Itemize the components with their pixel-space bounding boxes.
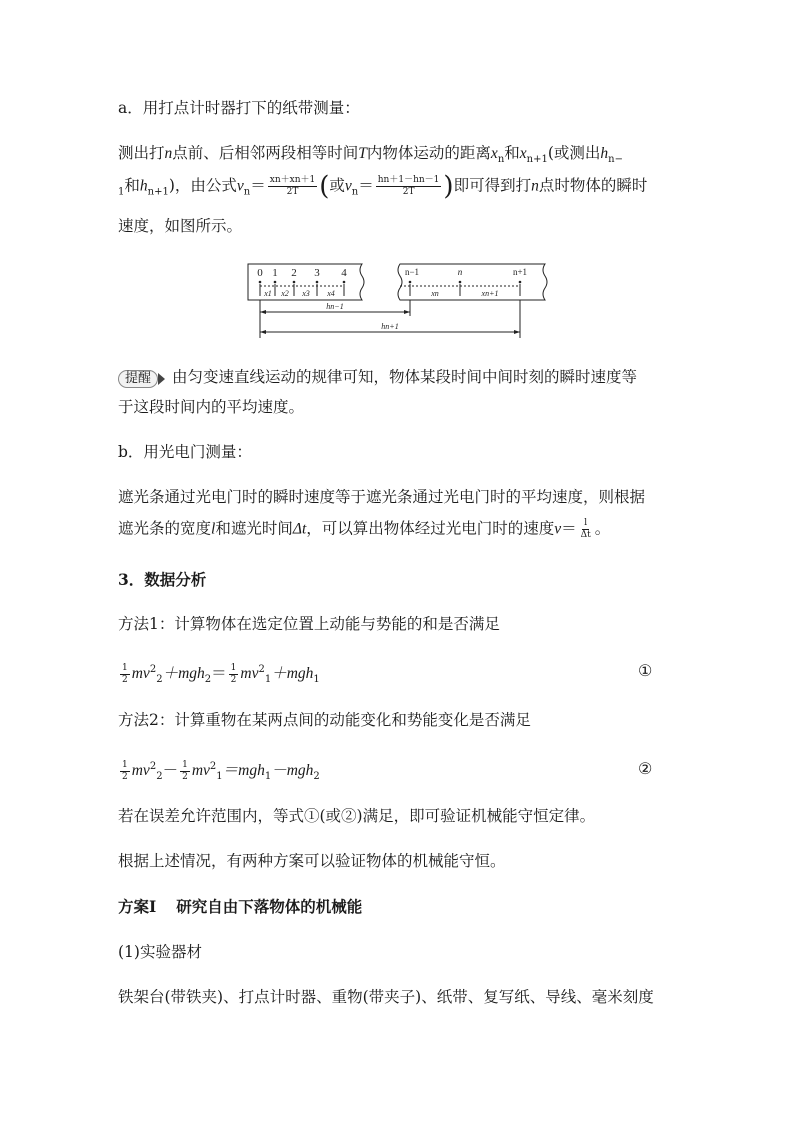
segment-label: xn+1 <box>481 289 499 298</box>
tip-line2: 于这段时间内的平均速度。 <box>118 398 305 416</box>
sub1-heading: (1)实验器材 <box>118 943 202 961</box>
formula-fraction-1: $\frac{xn+xn+1}{2T}$ <box>269 175 316 197</box>
method1-label: 方法1：计算物体在选定位置上动能与势能的和是否满足 <box>118 615 500 633</box>
equation-1-mark: ① <box>638 661 653 680</box>
para3: 若在误差允许范围内，等式①(或②)满足，即可验证机械能守恒定律。 <box>118 807 596 825</box>
equation-2-mark: ② <box>638 759 653 778</box>
equation-2: $\frac{1}{2}$ $mv^2_2-$ $\frac{1}{2}$ $mv^2_1=mgh_1-mgh_2$ <box>122 759 320 782</box>
segment-label: xn <box>431 289 439 298</box>
tick-label: 1 <box>272 267 278 279</box>
section-b-heading: b．用光电门测量： <box>118 443 252 461</box>
para1-line2: $_1$和$h_{n+1}$)，由公式$v_n=$ $\frac{xn+xn+1}{2T}$ (或$v_n=$ $\frac{hn+1-hn-1}{2T}$ )即可得到打n点时物体的瞬时 <box>118 171 648 202</box>
tip-badge: 提醒 <box>118 370 158 388</box>
segment-label: x3 <box>302 289 310 298</box>
tape-dot <box>343 281 346 284</box>
tape-dot <box>459 281 462 284</box>
tip-line1: 提醒 由匀变速直线运动的规律可知，物体某段时间中间时刻的瞬时速度等 <box>118 367 637 388</box>
tape-dot <box>316 281 319 284</box>
para1-line1: 测出打n点前、后相邻两段相等时间T内物体运动的距离$x_n$和$x_{n+1}$(或测出$h_{n-}$ <box>118 144 623 165</box>
tape-dot <box>274 281 277 284</box>
segment-label: x4 <box>327 289 335 298</box>
section3-heading: 3．数据分析 <box>118 570 207 589</box>
method2-label: 方法2：计算重物在某两点间的动能变化和势能变化是否满足 <box>118 711 531 729</box>
tape-dot <box>293 281 296 284</box>
tape-dot <box>409 281 412 284</box>
tick-label: n−1 <box>404 267 420 277</box>
equation-1: $\frac{1}{2}$ $mv^2_2+mgh_2=$ $\frac{1}{2}$ $mv^2_1+mgh_1$ <box>122 662 320 685</box>
para2-line1: 遮光条通过光电门时的瞬时速度等于遮光条通过光电门时的平均速度，则根据 <box>118 488 646 506</box>
tick-label: 2 <box>291 267 297 279</box>
tick-label: 4 <box>341 267 347 279</box>
tick-label: 0 <box>257 267 263 279</box>
h-long-label: hn+1 <box>381 322 399 331</box>
para2-line2: 遮光条的宽度l和遮光时间Δt，可以算出物体经过光电门时的速度v＝ $\frac{l}{\Delta t}$ 。 <box>118 518 611 540</box>
scheme-heading: 方案Ⅰ 研究自由下落物体的机械能 <box>118 897 363 916</box>
tape-diagram <box>240 258 560 346</box>
para5: 铁架台(带铁夹)、打点计时器、重物(带夹子)、纸带、复写纸、导线、毫米刻度 <box>118 988 654 1006</box>
formula-fraction-2: $\frac{hn+1-hn-1}{2T}$ <box>377 175 440 197</box>
para4: 根据上述情况，有两种方案可以验证物体的机械能守恒。 <box>118 852 506 870</box>
tick-label: n <box>457 267 463 277</box>
tick-label: 3 <box>314 267 320 279</box>
tick-label: n+1 <box>512 267 528 277</box>
tape-dot <box>259 281 262 284</box>
tape-dot <box>519 281 522 284</box>
segment-label: x2 <box>281 289 289 298</box>
section-a-heading: a．用打点计时器打下的纸带测量： <box>118 99 360 117</box>
segment-label: x1 <box>264 289 272 298</box>
para1-line3: 速度，如图所示。 <box>118 217 243 235</box>
h-short-label: hn−1 <box>326 302 344 311</box>
velocity-fraction: $\frac{l}{\Delta t}$ <box>580 518 591 540</box>
